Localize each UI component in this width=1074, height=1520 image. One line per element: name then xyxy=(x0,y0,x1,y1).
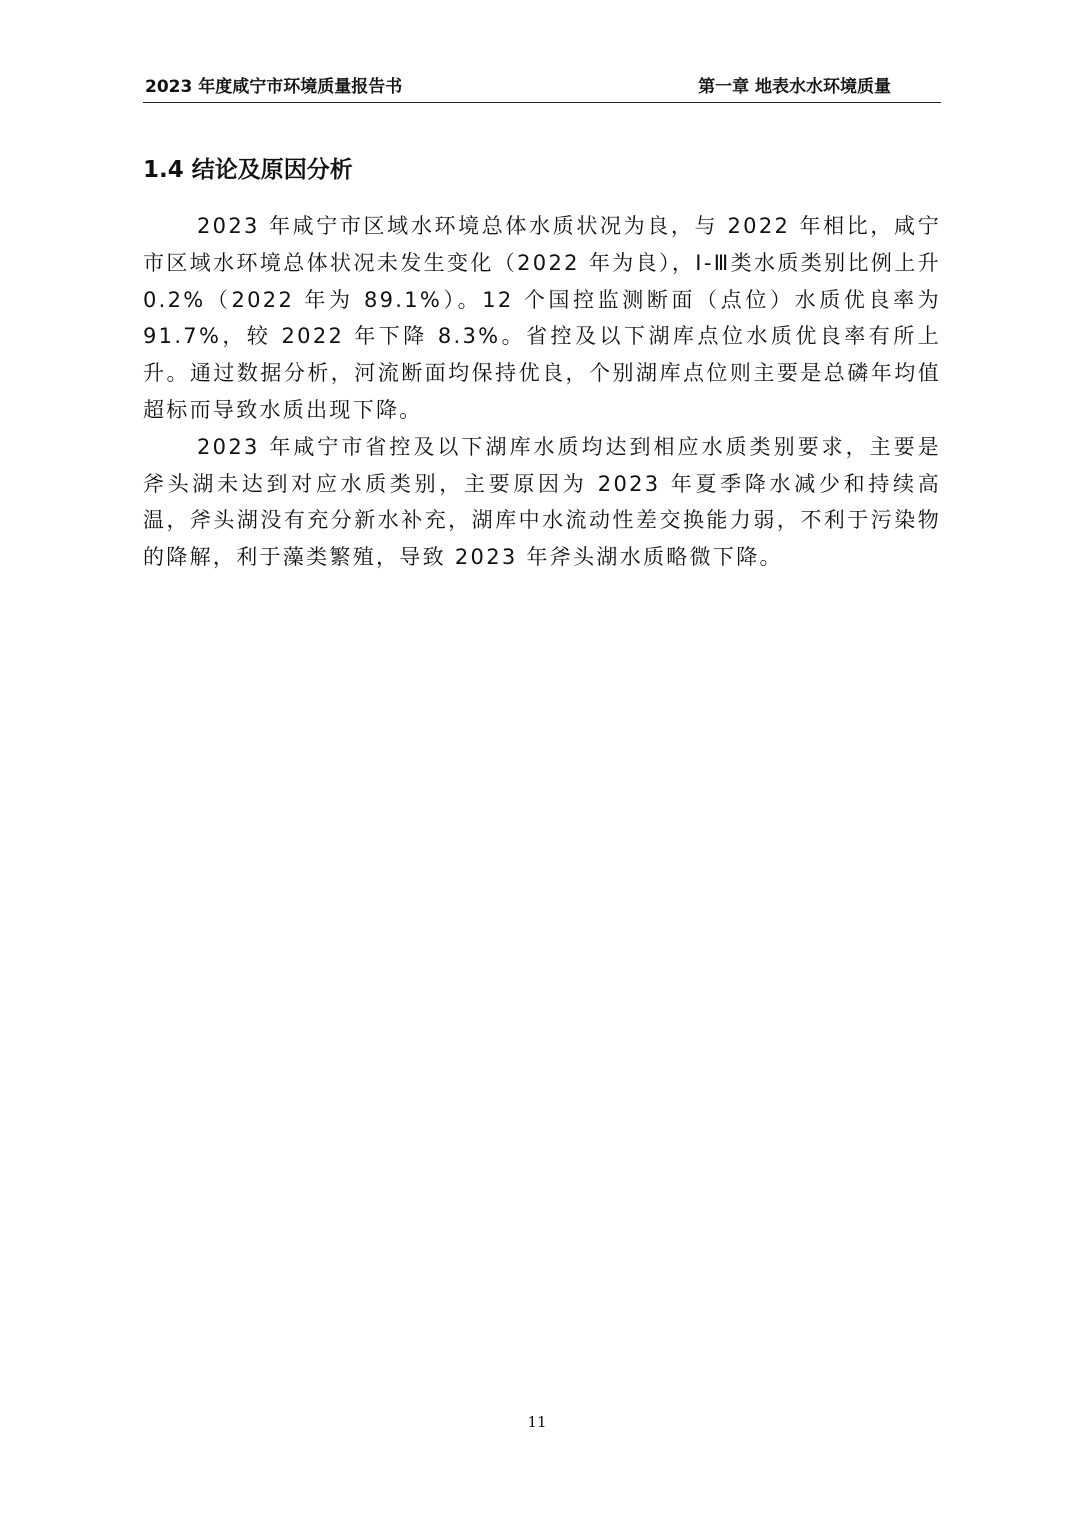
body-text xyxy=(143,208,941,576)
header-report-title: 2023 年度咸宁市环境质量报告书 xyxy=(145,77,403,97)
header-chapter-title: 第一章 地表水水环境质量 xyxy=(698,77,891,97)
paragraph-summary: 2023 年咸宁市区域水环境总体水质状况为良，与 2022 年相比，咸宁市区域水环境总体状况未发生变化（2022 年为良），Ⅰ-Ⅲ类水质类别比例上升 0.2%（2022 年为 89.1%）。12 个国控监测断面（点位）水质优良率为 91.7%，较 2022 年下降 8.3%。省控及以下湖库点位水质优良率有所上升。通过数据分析，河流断面均保持优良，个别湖库点位则主要是总磷年均值超标而导致水质出现下降。 xyxy=(143,214,941,422)
paragraph-cause-analysis: 2023 年咸宁市省控及以下湖库水质均达到相应水质类别要求，主要是斧头湖未达到对应水质类别，主要原因为 2023 年夏季降水减少和持续高温，斧头湖没有充分新水补充，湖库中水流动性差交换能力弱，不利于污染物的降解，利于藻类繁殖，导致 2023 年斧头湖水质略微下降。 xyxy=(143,434,941,570)
running-header xyxy=(143,74,941,103)
section-heading: 1.4 结论及原因分析 xyxy=(143,157,353,183)
page-number: 11 xyxy=(527,1413,547,1431)
